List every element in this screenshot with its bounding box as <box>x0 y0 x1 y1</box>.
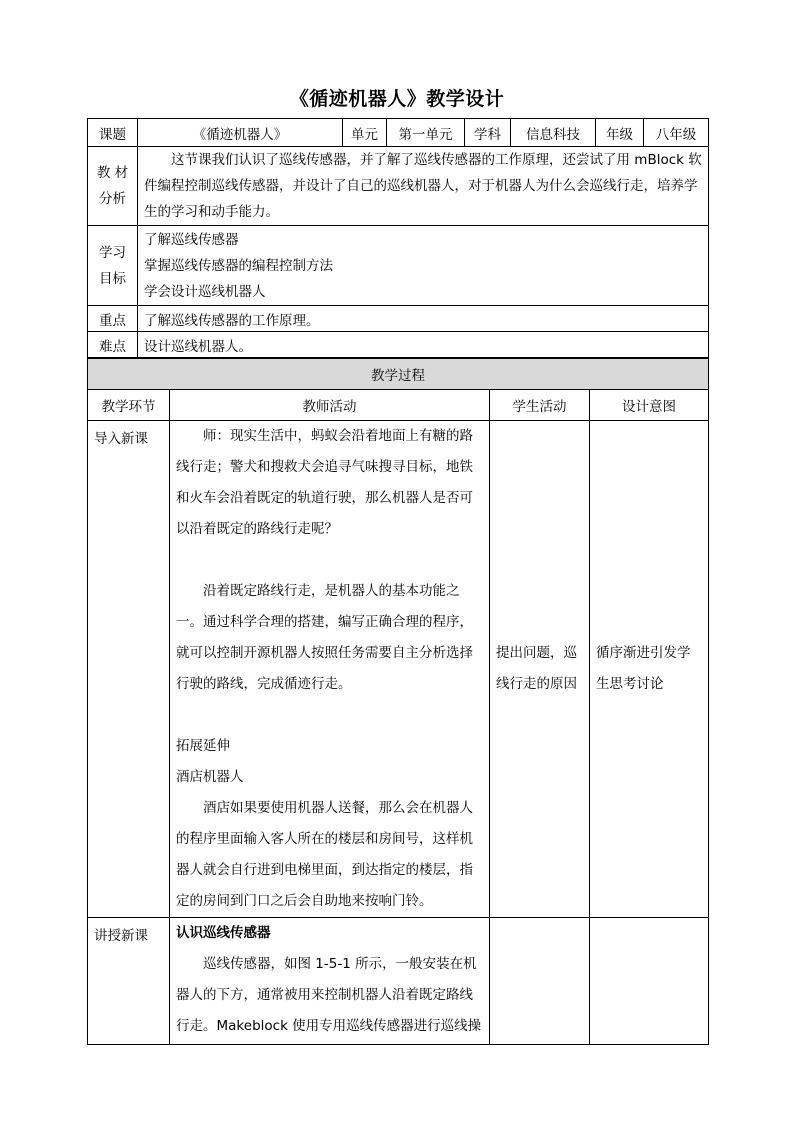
lesson-info-table <box>87 118 709 358</box>
teaching-process-table <box>87 358 709 1045</box>
teacher-paragraph: 师：现实生活中，蚂蚁会沿着地面上有糖的路线行走；警犬和搜救犬会追寻气味搜寻目标，地铁和火车会沿着既定的轨道行驶，那么机器人是否可以沿着既定的路线行走呢？ <box>176 428 473 537</box>
goals-label-line2: 目标 <box>99 270 126 287</box>
teacher-activity-intro <box>170 421 490 918</box>
blank-line <box>176 545 483 576</box>
info-row <box>88 119 709 147</box>
section-heading: 认识巡线传感器 <box>176 925 271 941</box>
unit-label: 单元 <box>343 119 387 147</box>
goal-item: 学会设计巡线机器人 <box>144 283 266 300</box>
column-stage: 教学环节 <box>88 390 170 421</box>
difficulty-row <box>88 332 709 358</box>
key-point-row <box>88 306 709 332</box>
student-activity-intro: 提出问题，巡线行走的原因 <box>490 421 590 918</box>
column-teacher: 教师活动 <box>170 390 490 421</box>
goals-row <box>88 226 709 306</box>
grade-value: 八年级 <box>644 119 709 147</box>
goals-cell <box>138 226 709 306</box>
key-point-text: 了解巡线传感器的工作原理。 <box>138 306 709 332</box>
teacher-activity-new <box>170 918 490 1045</box>
difficulty-text: 设计巡线机器人。 <box>138 332 709 358</box>
stage-new-lesson: 讲授新课 <box>88 918 170 1045</box>
student-activity-new <box>490 918 590 1045</box>
topic-label: 课题 <box>88 119 138 147</box>
teacher-paragraph: 沿着既定路线行走，是机器人的基本功能之一。通过科学合理的搭建，编写正确合理的程序，就可以控制开源机器人按照任务需要自主分析选择行驶的路线，完成循迹行走。 <box>176 583 473 692</box>
process-header: 教学过程 <box>88 359 709 390</box>
analysis-label-line2: 分析 <box>99 191 126 207</box>
blank-line <box>176 700 483 731</box>
goal-item: 了解巡线传感器 <box>144 231 239 248</box>
goals-label <box>88 226 138 306</box>
grade-label: 年级 <box>596 119 644 147</box>
analysis-label-line1: 教 材 <box>96 165 129 181</box>
topic-value: 《循迹机器人》 <box>138 119 343 147</box>
column-intent: 设计意图 <box>590 390 709 421</box>
stage-intro: 导入新课 <box>88 421 170 918</box>
difficulty-label: 难点 <box>88 332 138 358</box>
design-intent-intro: 循序渐进引发学生思考讨论 <box>590 421 709 918</box>
teacher-paragraph: 巡线传感器，如图 1-5-1 所示，一般安装在机器人的下方，通常被用来控制机器人沿着既定路线行走。Makeblock 使用专用巡线传感器进行巡线操 <box>176 956 482 1034</box>
analysis-cell <box>138 147 709 226</box>
goals-label-line1: 学习 <box>99 244 126 261</box>
process-header-row <box>88 359 709 390</box>
process-row-intro <box>88 421 709 918</box>
teacher-paragraph: 酒店如果要使用机器人送餐，那么会在机器人的程序里面输入客人所在的楼层和房间号，这样机器人就会自行进到电梯里面，到达指定的楼层，指定的房间到门口之后会自助地来按响门铃。 <box>176 800 473 909</box>
goal-item: 掌握巡线传感器的编程控制方法 <box>144 257 333 274</box>
document-title: 《循迹机器人》教学设计 <box>289 88 505 110</box>
subject-label: 学科 <box>465 119 511 147</box>
analysis-text: 这节课我们认识了巡线传感器，并了解了巡线传感器的工作原理，还尝试了用 mBlock 软件编程控制巡线传感器，并设计了自己的巡线机器人，对于机器人为什么会巡线行走，培养学生的学习和动手能力。 <box>144 152 702 220</box>
extension-subheading: 酒店机器人 <box>176 769 244 785</box>
analysis-row <box>88 147 709 226</box>
design-intent-new <box>590 918 709 1045</box>
key-point-label: 重点 <box>88 306 138 332</box>
analysis-label <box>88 147 138 226</box>
unit-value: 第一单元 <box>387 119 465 147</box>
process-columns-row <box>88 390 709 421</box>
extension-heading: 拓展延伸 <box>176 738 230 754</box>
column-student: 学生活动 <box>490 390 590 421</box>
subject-value: 信息科技 <box>511 119 596 147</box>
process-row-new <box>88 918 709 1045</box>
